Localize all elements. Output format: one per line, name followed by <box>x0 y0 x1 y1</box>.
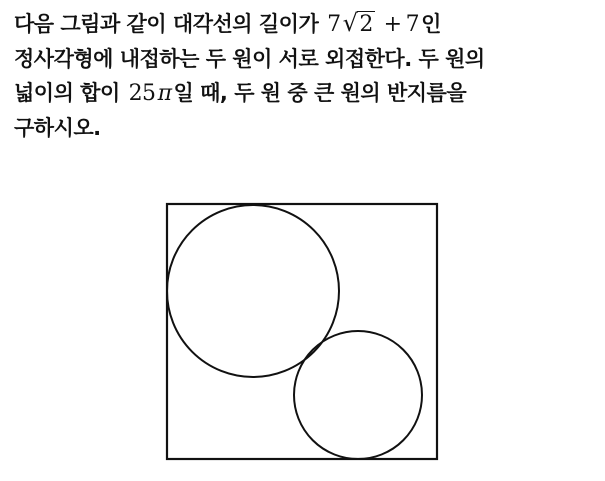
problem-line-4: 구하시오. <box>14 116 101 140</box>
line1-text: 다음 그림과 같이 대각선의 길이가 <box>14 12 319 36</box>
coefficient: 7 <box>327 12 341 37</box>
small-circle <box>294 331 422 459</box>
pi-symbol: π <box>157 81 172 106</box>
line3-post: 일 때, 두 원 중 큰 원의 반지름을 <box>173 81 467 105</box>
area-sum-number: 25 <box>128 81 156 106</box>
problem-line-2: 정사각형에 내접하는 두 원이 서로 외접한다. 두 원의 <box>14 47 485 71</box>
radicand: 2 <box>359 12 373 37</box>
constant: 7 <box>405 12 420 37</box>
large-circle <box>167 205 339 377</box>
line1-tail: 인 <box>421 12 441 36</box>
radical-sign: √ <box>342 9 358 37</box>
square <box>167 204 437 459</box>
plus-sign: + <box>383 12 402 37</box>
line3-pre: 넓이의 합이 <box>14 81 120 105</box>
